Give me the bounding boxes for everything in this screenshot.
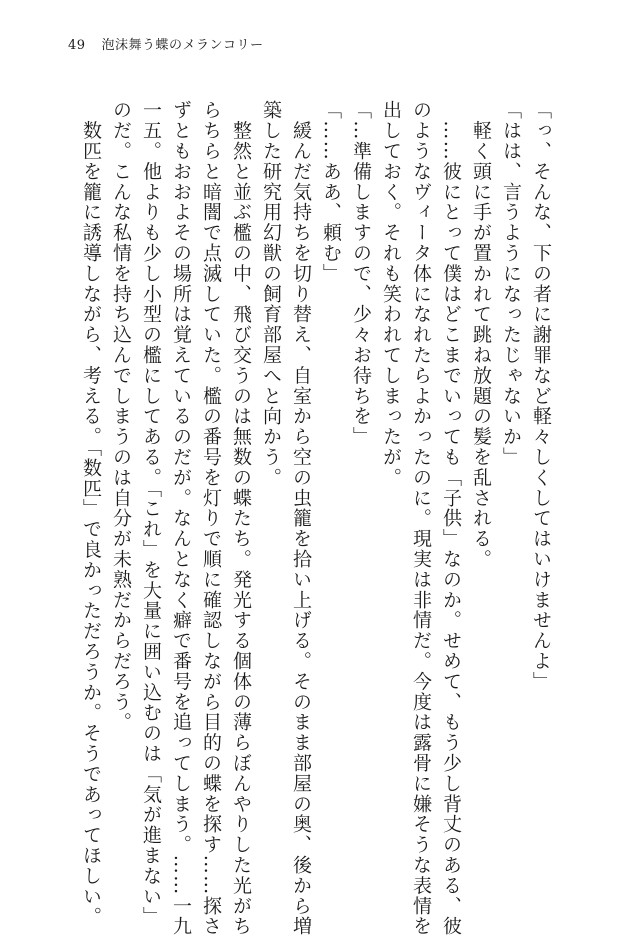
text-line: 一五。他よりも少し小型の檻にしてある。「これ」を大量に囲い込むのは「気が進まない」 [140, 100, 162, 927]
text-line: 数匹を籠に誘導しながら、考える。「数匹」で良かっただろうか。そうであってほしい。 [80, 100, 102, 927]
text-line: 緩んだ気持ちを切り替え、自室から空の虫籠を拾い上げる。そのまま部屋の奥、後から増 [290, 100, 312, 936]
page-number: 49 [68, 38, 86, 53]
text-line: のようなヴィータ体になれたらよかったのに。現実は非情だ。今度は露骨に嫌そうな表情を [410, 100, 432, 936]
text-line: 軽く頭に手が置かれて跳ね放題の髪を乱される。 [470, 100, 492, 570]
text-line: ずともおおよその場所は覚えているのだが。なんとなく癖で番号を追ってしまう。……一九 [170, 100, 192, 936]
text-line: らちらと暗闇で点滅していた。檻の番号を灯りで順に確認しながら目的の蝶を探す……探さ [200, 100, 222, 936]
text-line: のだ。こんな私情を持ち込んでしまうのは自分が未熟だからだろう。 [110, 100, 132, 733]
running-header [68, 34, 264, 53]
text-line: 整然と並ぶ檻の中、飛び交うのは無数の蝶たち。発光する個体の薄らぼんやりした光がち [230, 100, 252, 936]
text-line: ……彼にとって僕はどこまでいっても「子供」なのか。せめて、もう少し背丈のある、彼 [440, 100, 462, 936]
text-line: 「…準備しますので、少々お待ちを」 [350, 100, 372, 447]
text-line: 築した研究用幻獣の飼育部屋へと向かう。 [260, 100, 282, 488]
text-line: 出しておく。それも笑われてしまったが。 [380, 100, 402, 488]
running-title: 泡沫舞う蝶のメランコリー [101, 38, 264, 53]
text-line: 「っ、そんな、下の者に謝罪など軽々しくしてはいけませんよ」 [530, 100, 552, 692]
text-line: 「はは、言うようになったじゃないか」 [500, 100, 522, 468]
body-text [76, 100, 556, 936]
text-line: 「……ああ、頼む」 [320, 100, 342, 284]
